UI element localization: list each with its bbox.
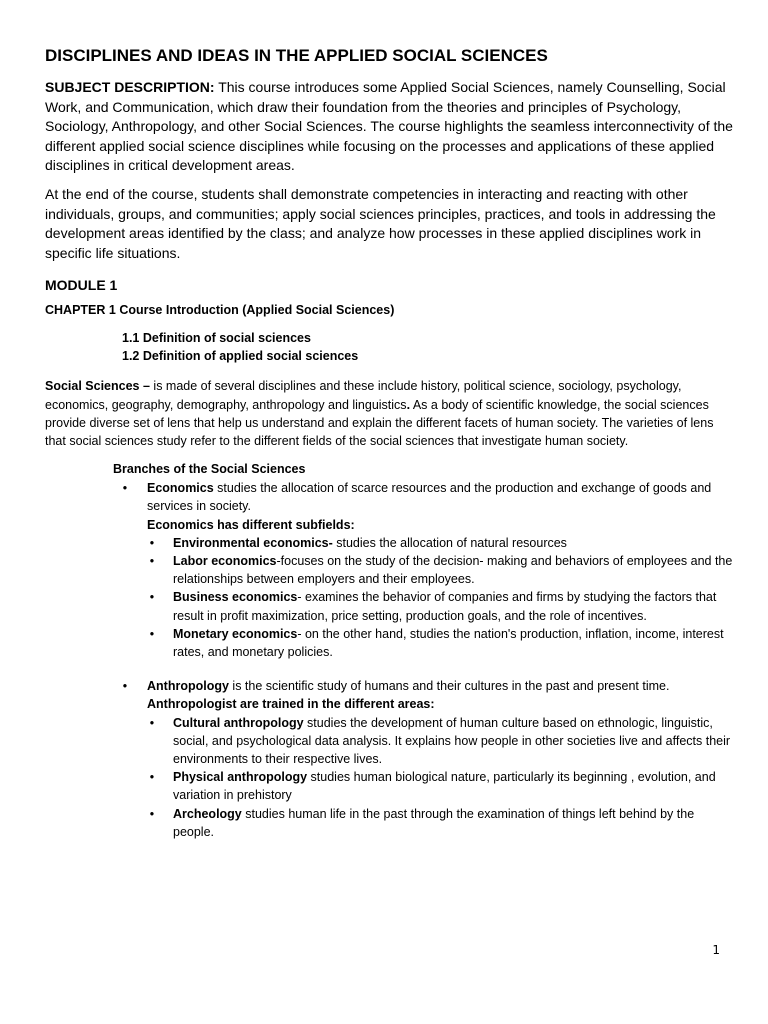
- list-item-economics: [45, 479, 735, 661]
- bullet-icon: •: [149, 806, 155, 821]
- subfield-text: studies the allocation of natural resources: [332, 535, 567, 550]
- definition-item: 1.1 Definition of social sciences: [122, 331, 311, 346]
- chapter-heading: CHAPTER 1 Course Introduction (Applied Social Sciences): [45, 303, 395, 318]
- bullet-icon: •: [122, 679, 128, 694]
- bullet-icon: •: [149, 770, 155, 785]
- area-term: Cultural anthropology: [173, 715, 304, 730]
- subject-description: [45, 78, 735, 176]
- economics-subhead: Economics has different subfields:: [147, 517, 355, 532]
- bullet-icon: •: [122, 481, 128, 496]
- area-text: studies the development of human culture based on ethnologic, linguistic, social, and psychological data analysis. It explains how people in other societies live and affects their environments to their respective lives.: [173, 715, 731, 766]
- bullet-icon: •: [149, 553, 155, 568]
- module-heading: MODULE 1: [45, 277, 118, 294]
- economics-term: Economics: [147, 481, 214, 496]
- social-sciences-term: Social Sciences –: [45, 379, 150, 394]
- definitions-list: [122, 329, 735, 365]
- subfield-text: - on the other hand, studies the nation's production, inflation, income, interest rates, and monetary policies.: [173, 626, 724, 659]
- area-term: Archeology: [173, 806, 242, 821]
- page-number: 1: [712, 943, 720, 957]
- social-sciences-text-2: As a body of scientific knowledge, the social sciences provide diverse set of lens that help us understand and explain the different facets of human society. The varieties of lens that social sciences study refer to the different fields of the social sciences that investigate human society.: [45, 397, 714, 448]
- list-item: [147, 625, 735, 661]
- subject-text: This course introduces some Applied Social Sciences, namely Counselling, Social Work, and Communication, which draw their foundation from the theories and principles of Psychology, Sociology, Anthropology, and other Social Sciences. The course highlights the seamless interconnectivity of the different applied social science disciplines while focusing on the processes and applications of these applied disciplines in critical development areas.: [45, 79, 733, 174]
- subfield-text: - examines the behavior of companies and firms by studying the factors that result in profit maximization, price setting, production goals, and the role of incentives.: [173, 590, 717, 623]
- list-item: [147, 805, 735, 841]
- social-sciences-text: is made of several disciplines and these include history, political science, sociology, psychology, economics, geography, demography, anthropology and linguistics: [45, 379, 682, 412]
- bullet-icon: •: [149, 590, 155, 605]
- anthropology-text: is the scientific study of humans and their cultures in the past and present time.: [228, 679, 670, 694]
- branches-heading: Branches of the Social Sciences: [113, 462, 306, 477]
- area-text: studies human biological nature, particularly its beginning , evolution, and variation in prehistory: [173, 770, 716, 803]
- economics-subfields: [147, 534, 735, 661]
- area-text: studies human life in the past through the examination of things left behind by the people.: [173, 806, 695, 839]
- list-item: [147, 534, 735, 552]
- subfield-term: Business economics: [173, 590, 298, 605]
- anthropology-areas: [147, 714, 735, 841]
- list-item: [147, 714, 735, 769]
- area-term: Physical anthropology: [173, 770, 308, 785]
- branches-list: [45, 479, 735, 841]
- course-outcomes: At the end of the course, students shall demonstrate competencies in interacting and reacting with other individuals, groups, and communities; apply social sciences principles, practices, and tools in addressing the development areas identified by the class; and analyze how processes in these applied disciplines work in specific life situations.: [45, 185, 716, 261]
- subfield-term: Environmental economics-: [173, 535, 333, 550]
- list-item: [147, 552, 735, 588]
- subfield-text: -focuses on the study of the decision- making and behaviors of employees and the relationships between employers and their employees.: [173, 553, 733, 587]
- anthropology-subhead: Anthropologist are trained in the different areas:: [147, 697, 435, 712]
- subject-label: SUBJECT DESCRIPTION:: [45, 79, 215, 95]
- list-item-anthropology: [45, 677, 735, 841]
- bullet-icon: •: [149, 535, 155, 550]
- anthropology-term: Anthropology: [147, 679, 229, 694]
- list-item: [147, 768, 735, 804]
- definition-item: 1.2 Definition of applied social sciences: [122, 349, 359, 364]
- list-item: [147, 588, 735, 624]
- document-page: [45, 44, 735, 841]
- bullet-icon: •: [149, 715, 155, 730]
- subfield-term: Monetary economics: [173, 626, 298, 641]
- social-sciences-dot: .: [406, 397, 411, 412]
- document-title: DISCIPLINES AND IDEAS IN THE APPLIED SOCIAL SCIENCES: [45, 46, 548, 65]
- economics-text: studies the allocation of scarce resources and the production and exchange of goods and services in society.: [147, 481, 712, 514]
- list-spacer: [45, 661, 735, 677]
- bullet-icon: •: [149, 626, 155, 641]
- social-sciences-paragraph: [45, 377, 735, 450]
- subfield-term: Labor economics: [173, 553, 277, 568]
